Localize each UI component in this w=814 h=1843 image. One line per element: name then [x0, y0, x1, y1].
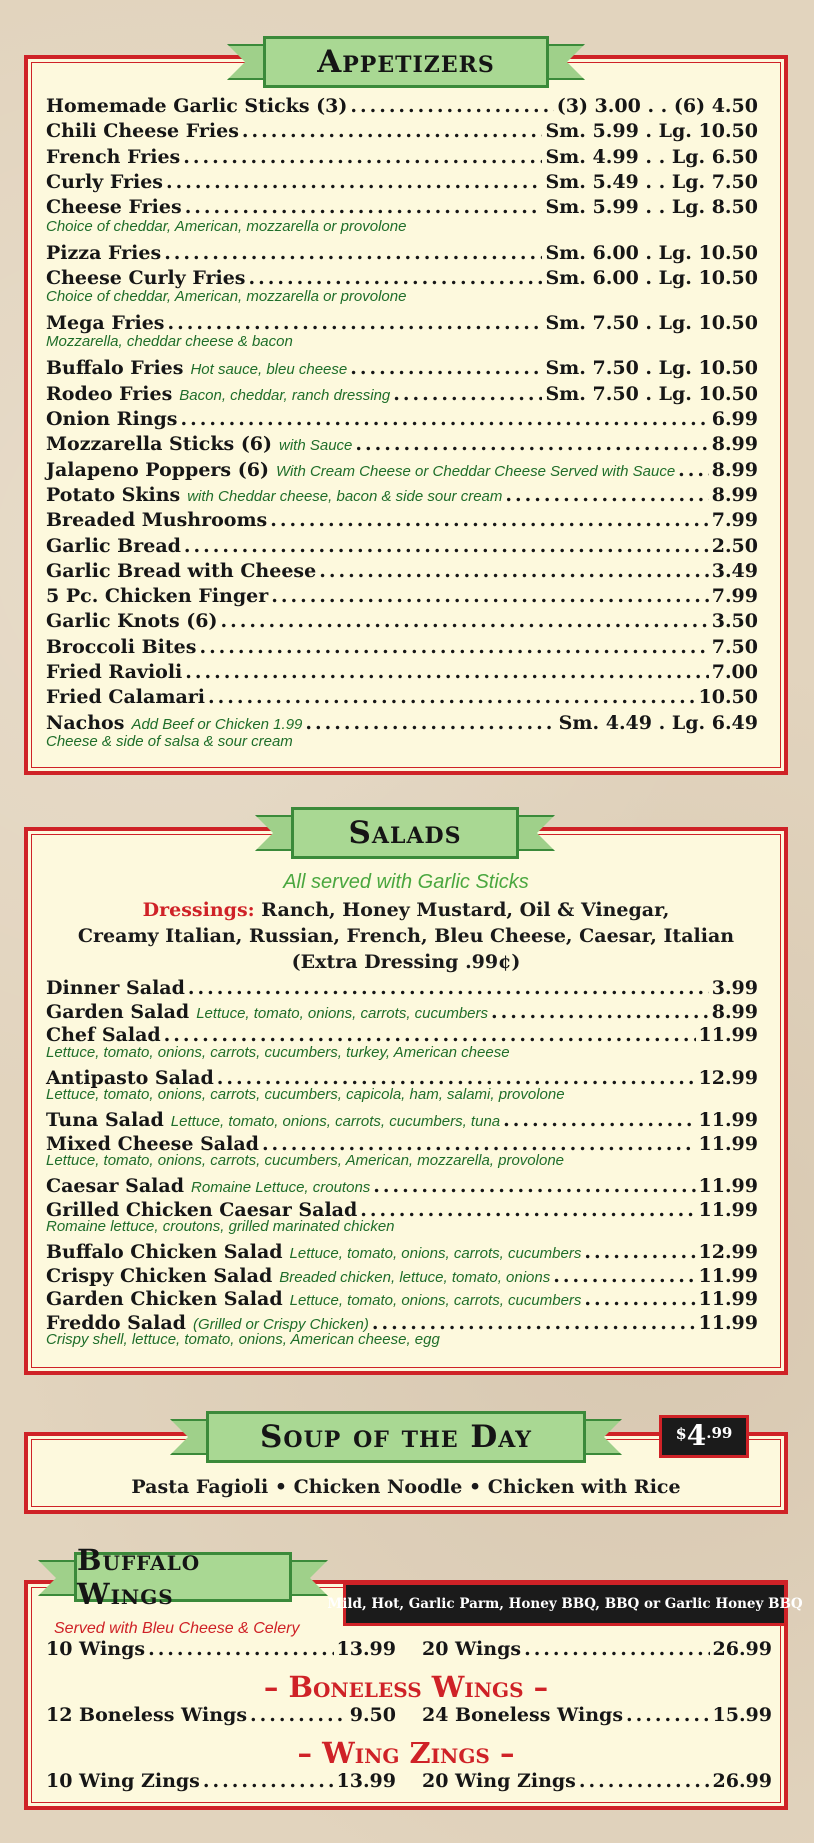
wing-zings-heading: – Wing Zings – [297, 1736, 515, 1770]
menu-item-name: Garlic Bread [46, 534, 181, 557]
dot-leader [503, 1109, 695, 1131]
menu-item-description: Add Beef or Chicken 1.99 [131, 715, 303, 733]
menu-item-price: Sm. 7.50 . Lg. 10.50 [545, 357, 758, 380]
menu-item [46, 1001, 758, 1023]
menu-item-description: Lettuce, tomato, onions, carrots, cucumbers [196, 1004, 489, 1022]
dot-leader [166, 171, 542, 193]
appetizers-banner [263, 36, 549, 88]
dot-leader [553, 1265, 695, 1287]
soup-title: Soup of the Day [206, 1411, 586, 1463]
menu-item-name: Broccoli Bites [46, 635, 197, 658]
dot-leader [220, 610, 708, 632]
menu-item-price: 8.99 [711, 483, 758, 506]
menu-item-price: Sm. 7.50 . Lg. 10.50 [545, 382, 758, 405]
wings-item [422, 1638, 772, 1660]
menu-item-description: with Sauce [279, 437, 353, 455]
menu-item-name: Onion Rings [46, 408, 178, 430]
menu-item-description: Lettuce, tomato, onions, carrots, cucumbers [289, 1292, 582, 1309]
menu-item-description: Romaine Lettuce, croutons [191, 1179, 371, 1196]
menu-item [46, 1175, 758, 1197]
menu-item-name: Garlic Knots (6) [46, 610, 218, 633]
wings-item-name: 10 Wing Zings [46, 1770, 200, 1792]
wings-row-2 [46, 1704, 772, 1734]
dot-leader [242, 120, 543, 142]
wings-item-price: 9.50 [349, 1704, 396, 1726]
menu-item-subtext: Lettuce, tomato, onions, carrots, cucumbers, turkey, American cheese [46, 1043, 510, 1061]
menu-item-name: Chili Cheese Fries [46, 120, 239, 143]
dot-leader [199, 636, 708, 658]
wings-served-with: Served with Bleu Cheese & Celery [54, 1620, 300, 1637]
wings-sauces-box [327, 1582, 803, 1626]
menu-item [46, 357, 758, 379]
menu-item-price: 8.99 [711, 433, 758, 456]
menu-item-price: 11.99 [698, 1132, 758, 1155]
menu-item-price: 8.99 [711, 458, 758, 481]
wings-row-1 [46, 1638, 772, 1668]
appetizers-panel [24, 55, 788, 775]
menu-item-name: Pizza Fries [46, 241, 162, 264]
menu-item [46, 433, 758, 455]
menu-item [46, 686, 758, 708]
menu-item-price: 12.99 [698, 1066, 758, 1089]
menu-item-price: Sm. 6.00 . Lg. 10.50 [545, 266, 758, 289]
wings-item-name: 20 Wing Zings [422, 1770, 576, 1792]
menu-item-price: Sm. 5.99 . . Lg. 8.50 [545, 196, 758, 219]
wings-item-name: 20 Wings [422, 1638, 522, 1660]
menu-item-name: Potato Skins [46, 483, 181, 506]
dot-leader [626, 1704, 709, 1726]
menu-item [46, 484, 758, 506]
menu-item-description: Lettuce, tomato, onions, carrots, cucumbers [289, 1245, 582, 1262]
wings-item [46, 1770, 396, 1792]
menu-item [46, 535, 758, 557]
menu-item-description: With Cream Cheese or Cheddar Cheese Served with Sauce [275, 462, 676, 480]
menu-item [46, 1265, 758, 1287]
soup-price-badge [659, 1415, 749, 1458]
dot-leader [181, 408, 709, 430]
soup-price-whole: 4 [686, 1419, 707, 1452]
menu-item-subtext: Romaine lettuce, croutons, grilled marinated chicken [46, 1218, 395, 1235]
salads-extra-dressing: (Extra Dressing .99¢) [291, 951, 521, 973]
menu-item-name: Garlic Bread with Cheese [46, 559, 317, 582]
salads-dressings-line2: Creamy Italian, Russian, French, Bleu Cheese, Caesar, Italian [77, 925, 735, 947]
wings-item-name: 10 Wings [46, 1638, 146, 1660]
salads-panel [24, 827, 788, 1375]
menu-item [46, 712, 758, 734]
menu-item-name: Fried Calamari [46, 686, 205, 709]
menu-item-price: Sm. 4.49 . Lg. 6.49 [558, 711, 758, 734]
wings-title: Buffalo Wings [74, 1552, 292, 1602]
soup-price-dollar: $ [675, 1424, 687, 1443]
menu-item [46, 610, 758, 632]
menu-item-name: Mozzarella Sticks (6) [46, 433, 273, 456]
dot-leader [164, 242, 542, 264]
menu-item-subtext: Lettuce, tomato, onions, carrots, cucumbers, capicola, ham, salami, provolone [46, 1086, 565, 1103]
menu-item [46, 312, 758, 334]
wings-item [46, 1638, 396, 1660]
menu-item [46, 383, 758, 405]
dot-leader [491, 1001, 709, 1023]
dot-leader [208, 686, 696, 708]
menu-item-description: Breaded chicken, lettuce, tomato, onions [279, 1268, 551, 1286]
menu-item [46, 636, 758, 658]
menu-item [46, 171, 758, 193]
menu-item-price: Sm. 5.49 . . Lg. 7.50 [545, 170, 758, 193]
dot-leader [188, 977, 709, 999]
dot-leader [319, 560, 709, 582]
menu-item [46, 1288, 758, 1310]
menu-item-name: Jalapeno Poppers (6) [46, 458, 269, 481]
menu-item-name: Cheese Curly Fries [46, 266, 246, 289]
dressings-options-1: Ranch, Honey Mustard, Oil & Vinegar, [261, 899, 670, 921]
menu-item-name: Rodeo Fries [46, 382, 173, 405]
menu-item [46, 146, 758, 168]
menu-item [46, 661, 758, 683]
menu-item-price: Sm. 4.99 . . Lg. 6.50 [545, 145, 758, 168]
menu-item-name: Homemade Garlic Sticks (3) [46, 95, 348, 117]
dot-leader [579, 1770, 710, 1792]
soup-banner [206, 1411, 586, 1463]
menu-item-price: 8.99 [711, 1000, 758, 1023]
menu-item-subtext: Choice of cheddar, American, mozzarella or provolone [46, 288, 407, 306]
menu-item-price: Sm. 5.99 . Lg. 10.50 [545, 120, 758, 143]
menu-item-subtext: Choice of cheddar, American, mozzarella or provolone [46, 217, 407, 235]
menu-item-name: Fried Ravioli [46, 661, 183, 683]
menu-item-subtext: Mozzarella, cheddar cheese & bacon [46, 333, 293, 351]
menu-item [46, 196, 758, 218]
dot-leader [524, 1638, 709, 1660]
wings-item-price: 15.99 [712, 1704, 772, 1726]
menu-item-name: Garden Salad [46, 1000, 190, 1023]
wings-item-price: 13.99 [336, 1638, 396, 1660]
dot-leader [584, 1288, 695, 1310]
dot-leader [360, 1199, 695, 1221]
menu-item-description: Lettuce, tomato, onions, carrots, cucumbers, tuna [170, 1113, 501, 1130]
wings-item-price: 13.99 [336, 1770, 396, 1792]
menu-item [46, 585, 758, 607]
dot-leader [393, 383, 542, 405]
salads-served-with: All served with Garlic Sticks [283, 871, 529, 893]
salads-title: Salads [291, 807, 519, 859]
menu-item-price: 7.50 [711, 635, 758, 658]
menu-item [46, 120, 758, 142]
dot-leader [678, 459, 709, 481]
dot-leader [185, 661, 708, 683]
menu-item [46, 267, 758, 289]
dot-leader [249, 267, 543, 289]
wings-item [422, 1704, 772, 1726]
menu-item-price: 7.00 [711, 661, 758, 683]
menu-item [46, 977, 758, 999]
menu-item-name: Mega Fries [46, 312, 165, 335]
appetizers-title: Appetizers [263, 36, 549, 88]
wings-item [422, 1770, 772, 1792]
menu-item-name: 5 Pc. Chicken Finger [46, 585, 269, 608]
dot-leader [203, 1770, 334, 1792]
menu-item [46, 95, 758, 117]
menu-item-name: Nachos [46, 711, 125, 734]
menu-item-price: 3.49 [711, 559, 758, 582]
salads-list [46, 977, 758, 1377]
wings-item [46, 1704, 396, 1726]
menu-item-description: Hot sauce, bleu cheese [190, 361, 348, 379]
boneless-wings-heading: – Boneless Wings – [263, 1670, 549, 1704]
menu-item-subtext: Crispy shell, lettuce, tomato, onions, American cheese, egg [46, 1331, 440, 1348]
menu-item-price: 11.99 [698, 1311, 758, 1334]
wings-banner [74, 1543, 292, 1611]
dot-leader [148, 1638, 333, 1660]
menu-item-name: Mixed Cheese Salad [46, 1132, 259, 1155]
menu-item-price: 11.99 [698, 1288, 758, 1310]
menu-item-name: Garden Chicken Salad [46, 1288, 283, 1310]
dot-leader [373, 1175, 695, 1197]
menu-item-price: Sm. 6.00 . Lg. 10.50 [545, 241, 758, 264]
dot-leader [271, 585, 708, 607]
appetizers-list [46, 95, 758, 775]
soup-options: Pasta Fagioli • Chicken Noodle • Chicken with Rice [131, 1476, 681, 1498]
dot-leader [270, 509, 708, 531]
dot-leader [168, 312, 543, 334]
menu-item-name: Chef Salad [46, 1024, 161, 1046]
menu-item [46, 560, 758, 582]
menu-item-price: 7.99 [711, 585, 758, 608]
menu-item-price: 12.99 [698, 1241, 758, 1263]
menu-item-name: Antipasto Salad [46, 1066, 214, 1089]
menu-item-price: 11.99 [698, 1109, 758, 1131]
menu-item [46, 242, 758, 264]
salads-dressings-line1 [28, 899, 784, 921]
dot-leader [350, 95, 553, 117]
menu-item-price: Sm. 7.50 . Lg. 10.50 [545, 312, 758, 335]
menu-item-name: Dinner Salad [46, 977, 185, 999]
menu-item-subtext: Lettuce, tomato, onions, carrots, cucumbers, American, mozzarella, provolone [46, 1152, 565, 1169]
menu-item-name: Buffalo Chicken Salad [46, 1241, 283, 1263]
dot-leader [355, 433, 708, 455]
menu-item-name: Freddo Salad [46, 1311, 186, 1334]
wings-item-price: 26.99 [712, 1770, 772, 1792]
wings-row-3 [46, 1770, 772, 1800]
menu-item-price: 7.99 [711, 509, 758, 532]
dot-leader [183, 146, 542, 168]
dot-leader [584, 1241, 695, 1263]
menu-item [46, 408, 758, 430]
menu-item-price: (3) 3.00 . . (6) 4.50 [556, 95, 758, 117]
menu-item-price: 6.99 [711, 408, 758, 430]
wings-item-name: 12 Boneless Wings [46, 1704, 248, 1726]
menu-item-price: 11.99 [698, 1198, 758, 1221]
menu-item-description: with Cheddar cheese, bacon & side sour cream [187, 487, 503, 505]
menu-item [46, 1109, 758, 1131]
dot-leader [505, 484, 708, 506]
menu-item-price: 10.50 [698, 686, 758, 709]
menu-item-price: 11.99 [698, 1264, 758, 1287]
menu-item-price: 3.50 [711, 610, 758, 633]
dot-leader [184, 535, 709, 557]
menu-item-price: 11.99 [698, 1024, 758, 1046]
dot-leader [250, 1704, 347, 1726]
dressings-label: Dressings: [142, 899, 255, 921]
menu-item-name: Caesar Salad [46, 1175, 185, 1197]
menu-item-name: Cheese Fries [46, 196, 182, 219]
menu-item-name: Curly Fries [46, 170, 163, 193]
menu-item-name: Buffalo Fries [46, 357, 184, 380]
menu-item-price: 3.99 [711, 977, 758, 999]
menu-item [46, 1241, 758, 1263]
dot-leader [350, 357, 542, 379]
wings-item-price: 26.99 [712, 1638, 772, 1660]
menu-item-name: French Fries [46, 145, 181, 168]
wings-item-name: 24 Boneless Wings [422, 1704, 624, 1726]
menu-item [46, 459, 758, 481]
soup-price-cents: .99 [706, 1424, 733, 1442]
menu-item-name: Grilled Chicken Caesar Salad [46, 1198, 358, 1221]
menu-item-name: Tuna Salad [46, 1109, 164, 1131]
salads-banner [291, 807, 519, 859]
menu-item-price: 2.50 [711, 534, 758, 557]
menu-item-subtext: Cheese & side of salsa & sour cream [46, 732, 293, 750]
dot-leader [305, 712, 555, 734]
menu-item-price: 11.99 [698, 1175, 758, 1197]
menu-item-description: (Grilled or Crispy Chicken) [192, 1315, 369, 1333]
menu-item-name: Breaded Mushrooms [46, 509, 268, 532]
menu-item-name: Crispy Chicken Salad [46, 1264, 273, 1287]
dot-leader [185, 196, 543, 218]
menu-item-description: Bacon, cheddar, ranch dressing [179, 386, 391, 404]
menu-item [46, 509, 758, 531]
wings-sauces: Mild, Hot, Garlic Parm, Honey BBQ, BBQ or Garlic Honey BBQ [327, 1596, 803, 1612]
